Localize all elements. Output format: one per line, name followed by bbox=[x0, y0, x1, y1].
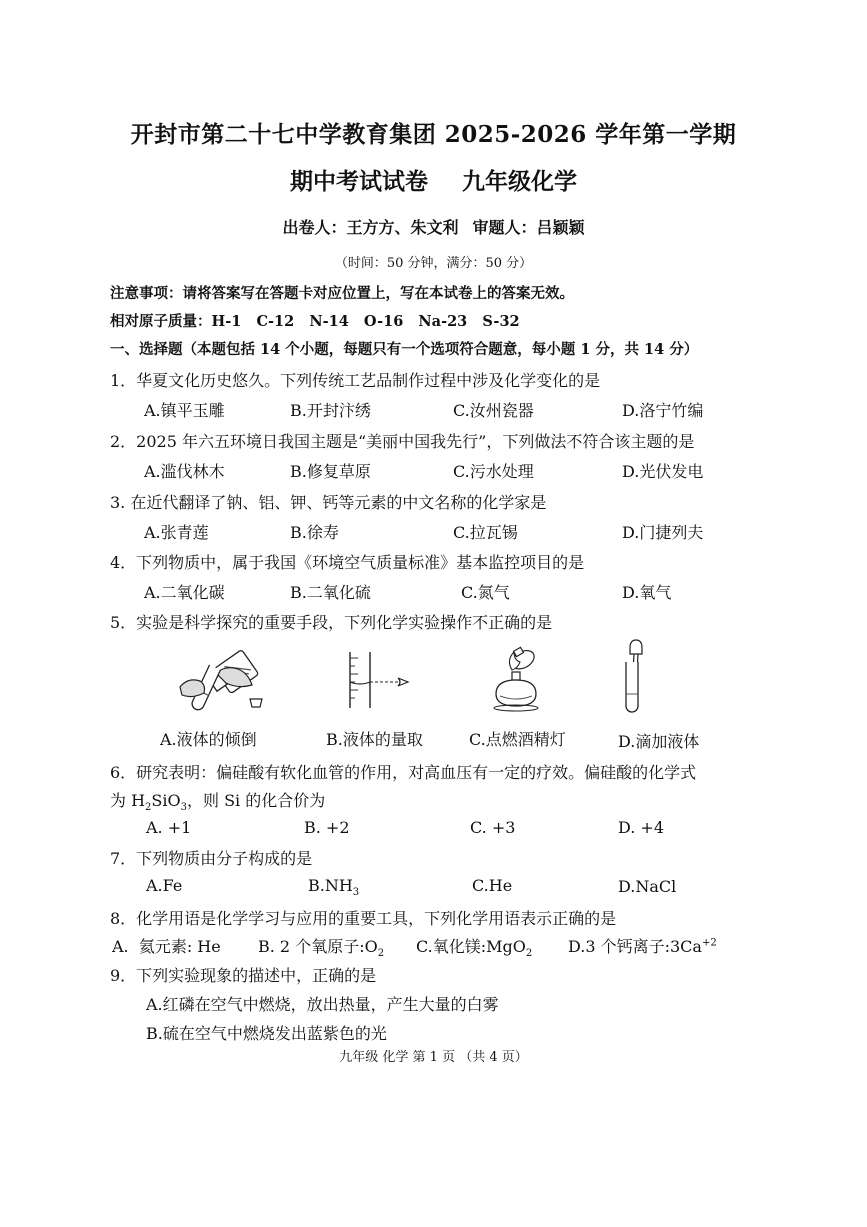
q8-b-pre: B. 2 个氧原子:O bbox=[258, 937, 378, 956]
q8-d-sup: +2 bbox=[701, 937, 717, 949]
section-heading-choice: 一、选择题（本题包括 14 个小题，每题只有一个选项符合题意，每小题 1 分，共 14 分） bbox=[110, 341, 699, 358]
question-7-option-b bbox=[308, 876, 359, 898]
question-3-option-b: B.徐寿 bbox=[290, 523, 339, 542]
exam-title-line1: 开封市第二十七中学教育集团 2025-2026 学年第一学期 bbox=[130, 121, 737, 148]
reviewer-name: 审题人：吕颖颖 bbox=[472, 218, 585, 237]
question-1-option-d: D.洛宁竹编 bbox=[622, 401, 704, 420]
question-9-option-a: A.红磷在空气中燃烧，放出热量，产生大量的白雾 bbox=[146, 995, 499, 1014]
alcohol-lamp-figure bbox=[482, 640, 552, 714]
question-5-option-a: A.液体的倾倒 bbox=[160, 730, 257, 749]
question-7-option-a: A.Fe bbox=[146, 876, 183, 895]
q8-c-sub: 2 bbox=[525, 948, 533, 960]
question-8-option-a: A. 氦元素: He bbox=[112, 937, 221, 956]
q6-formula-pre: 为 H bbox=[110, 791, 146, 810]
q7-b-pre: B.NH bbox=[308, 876, 353, 895]
question-2-stem: 2．2025 年六五环境日我国主题是“美丽中国我先行”，下列做法不符合该主题的是 bbox=[110, 432, 695, 451]
dropper-figure bbox=[618, 638, 648, 714]
question-1-option-a: A.镇平玉雕 bbox=[144, 401, 225, 420]
exam-title-part2: 九年级化学 bbox=[462, 168, 577, 195]
question-8-option-d bbox=[568, 934, 717, 957]
question-5-option-d: D.滴加液体 bbox=[618, 732, 700, 751]
question-4-stem: 4．下列物质中，属于我国《环境空气质量标准》基本监控项目的是 bbox=[110, 553, 585, 572]
question-3-option-d: D.门捷列夫 bbox=[622, 523, 704, 542]
question-6-option-d: D. +4 bbox=[618, 818, 665, 837]
question-7-option-c: C.He bbox=[472, 876, 513, 895]
question-2-option-b: B.修复草原 bbox=[290, 462, 371, 481]
q8-b-sub: 2 bbox=[377, 948, 385, 960]
question-9-option-b: B.硫在空气中燃烧发出蓝紫色的光 bbox=[146, 1024, 387, 1043]
question-4-option-b: B.二氧化硫 bbox=[290, 583, 371, 602]
question-8-option-b bbox=[258, 934, 384, 959]
graduated-cylinder-figure bbox=[334, 650, 420, 710]
atomic-mass: 相对原子质量：H-1 C-12 N-14 O-16 Na-23 S-32 bbox=[110, 313, 520, 330]
q7-b-sub: 3 bbox=[352, 887, 360, 899]
question-6-stem-line1: 6．研究表明：偏硅酸有软化血管的作用，对高血压有一定的疗效。偏硅酸的化学式 bbox=[110, 763, 697, 782]
question-6-option-b: B. +2 bbox=[304, 818, 350, 837]
question-4-option-c: C.氮气 bbox=[461, 583, 510, 602]
question-4-option-d: D.氧气 bbox=[622, 583, 672, 602]
q6-formula-sub1: 2 bbox=[145, 802, 152, 814]
question-7-option-d: D.NaCl bbox=[618, 877, 677, 896]
question-5-stem: 5．实验是科学探究的重要手段，下列化学实验操作不正确的是 bbox=[110, 613, 553, 632]
q6-formula-mid: SiO bbox=[151, 791, 181, 810]
question-1-option-c: C.汝州瓷器 bbox=[453, 401, 534, 420]
question-2-option-c: C.污水处理 bbox=[453, 462, 534, 481]
q6-formula-sub2: 3 bbox=[180, 802, 187, 814]
question-8-stem: 8．化学用语是化学学习与应用的重要工具，下列化学用语表示正确的是 bbox=[110, 909, 617, 928]
exam-authors bbox=[0, 215, 867, 238]
author-names: 出卷人：王方方、朱文利 bbox=[282, 218, 459, 237]
question-1-stem: 1．华夏文化历史悠久。下列传统工艺品制作过程中涉及化学变化的是 bbox=[110, 371, 601, 390]
question-8-option-c bbox=[416, 934, 532, 959]
notice: 注意事项：请将答案写在答题卡对应位置上，写在本试卷上的答案无效。 bbox=[110, 285, 574, 302]
question-5-option-b: B.液体的量取 bbox=[326, 730, 423, 749]
exam-title-line2 bbox=[0, 163, 867, 196]
question-3-option-a: A.张青莲 bbox=[144, 523, 209, 542]
pouring-liquid-figure bbox=[176, 643, 268, 713]
q6-formula-post: ，则 Si 的化合价为 bbox=[187, 791, 326, 810]
question-1-option-b: B.开封汴绣 bbox=[290, 401, 371, 420]
q8-d-pre: D.3 个钙离子:3Ca bbox=[568, 937, 702, 956]
question-9-stem: 9．下列实验现象的描述中，正确的是 bbox=[110, 966, 377, 985]
question-2-option-a: A.滥伐林木 bbox=[144, 462, 225, 481]
question-6-option-c: C. +3 bbox=[470, 818, 516, 837]
time-info: （时间：50 分钟，满分：50 分） bbox=[334, 256, 533, 271]
question-6-option-a: A. +1 bbox=[146, 818, 192, 837]
question-3-stem: 3. 在近代翻译了钠、铝、钾、钙等元素的中文名称的化学家是 bbox=[110, 493, 547, 512]
question-4-option-a: A.二氧化碳 bbox=[144, 583, 225, 602]
question-5-option-c: C.点燃酒精灯 bbox=[469, 730, 566, 749]
question-2-option-d: D.光伏发电 bbox=[622, 462, 704, 481]
question-7-stem: 7．下列物质由分子构成的是 bbox=[110, 849, 313, 868]
exam-title-part1: 期中考试试卷 bbox=[290, 168, 428, 195]
question-3-option-c: C.拉瓦锡 bbox=[453, 523, 518, 542]
q8-c-pre: C.氧化镁:MgO bbox=[416, 937, 526, 956]
page-footer: 九年级 化学 第 1 页 （共 4 页） bbox=[339, 1050, 528, 1065]
question-6-stem-line2 bbox=[110, 788, 325, 813]
